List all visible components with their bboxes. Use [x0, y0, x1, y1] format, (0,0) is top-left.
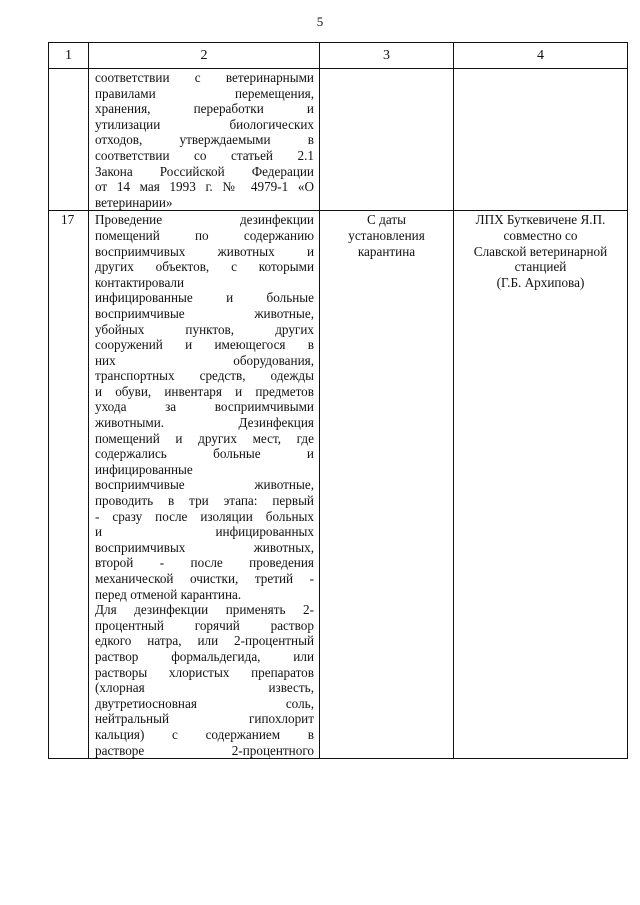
- text-line: Проведение дезинфекции: [95, 212, 314, 228]
- deadline-cell: [320, 211, 454, 759]
- text-line: помещений по содержанию: [95, 227, 314, 243]
- header-col-2: 2: [89, 43, 320, 69]
- responsible-cell: [454, 69, 628, 211]
- text-line: инфицированные и больные: [95, 290, 314, 306]
- text-line: отходов, утверждаемыми в: [95, 132, 314, 148]
- responsible-cell: [454, 211, 628, 759]
- table-row-17: [49, 211, 628, 759]
- text-line: процентный горячий раствор: [95, 617, 314, 633]
- text-line: механической очистки, третий -: [95, 571, 314, 586]
- deadline-cell: [320, 69, 454, 211]
- text-line: транспортных средств, одежды: [95, 368, 314, 384]
- deadline-line: установления: [348, 227, 425, 243]
- text-line: Закона Российской Федерации: [95, 163, 314, 179]
- text-line: (хлорная известь,: [95, 680, 314, 696]
- text-line: второй - после проведения: [95, 555, 314, 571]
- text-line: правилами перемещения,: [95, 85, 314, 101]
- row-number-cell: [49, 69, 89, 211]
- responsible-line: станцией: [514, 259, 567, 275]
- text-line: - сразу после изоляции больных: [95, 508, 314, 524]
- text-line: хранения, переработки и: [95, 101, 314, 117]
- row-number-cell: [49, 211, 89, 759]
- text-line: кальция) с содержанием в: [95, 726, 314, 742]
- table-row-continued: [49, 69, 628, 211]
- responsible-line: (Г.Б. Архипова): [496, 274, 585, 290]
- text-line: содержались больные и: [95, 446, 314, 462]
- deadline-line: С даты: [367, 212, 406, 228]
- text-line: от 14 мая 1993 г. № 4979-1 «О: [95, 179, 314, 195]
- text-line: соответствии с ветеринарными: [95, 70, 314, 85]
- responsible-line: Славской ветеринарной: [473, 243, 608, 259]
- text-line: других объектов, с которыми: [95, 259, 314, 275]
- text-line: восприимчивые животные,: [95, 305, 314, 321]
- text-line: Для дезинфекции применять 2-: [95, 602, 314, 618]
- text-line: раствор формальдегида, или: [95, 648, 314, 664]
- measure-text-cell: [89, 211, 320, 759]
- header-col-1: 1: [49, 43, 89, 69]
- text-line: нейтральный гипохлорит: [95, 711, 314, 727]
- text-line: ветеринарии»: [95, 194, 173, 210]
- text-line: них оборудования,: [95, 352, 314, 368]
- header-col-3: 3: [320, 43, 454, 69]
- text-line: перед отменой карантина.: [95, 586, 242, 602]
- text-line: соответствии со статьей 2.1: [95, 147, 314, 163]
- text-line: и обуви, инвентаря и предметов: [95, 383, 314, 399]
- deadline-line: карантина: [357, 243, 416, 259]
- text-line: животными. Дезинфекция: [95, 415, 314, 431]
- text-line: ухода за восприимчивыми: [95, 399, 314, 415]
- text-line: двутретиосновная соль,: [95, 695, 314, 711]
- text-line: восприимчивые животные,: [95, 477, 314, 493]
- table-header-row: [49, 43, 628, 69]
- measure-text-cell: [89, 69, 320, 211]
- responsible-text: [454, 211, 627, 290]
- text-line: восприимчивых животных и: [95, 243, 314, 259]
- text-line: инфицированные: [95, 461, 193, 477]
- measures-table: [48, 42, 628, 759]
- text-line: утилизации биологических: [95, 116, 314, 132]
- deadline-text: [320, 211, 453, 259]
- header-col-4: 4: [454, 43, 628, 69]
- text-line: растворы хлористых препаратов: [95, 664, 314, 680]
- text-line: и инфицированных: [95, 524, 314, 540]
- row-number: 17: [61, 212, 75, 228]
- text-line: контактировали: [95, 274, 185, 290]
- text-line: едкого натра, или 2-процентный: [95, 633, 314, 649]
- text-line: проводить в три этапа: первый: [95, 493, 314, 509]
- text-line: восприимчивых животных,: [95, 539, 314, 555]
- responsible-line: совместно со: [503, 227, 578, 243]
- text-line: растворе 2-процентного: [95, 742, 314, 758]
- responsible-line: ЛПХ Буткевичене Я.П.: [475, 212, 606, 228]
- text-line: сооружений и имеющегося в: [95, 337, 314, 353]
- text-line: убойных пунктов, других: [95, 321, 314, 337]
- page-number: 5: [316, 14, 324, 29]
- text-line: помещений и других мест, где: [95, 430, 314, 446]
